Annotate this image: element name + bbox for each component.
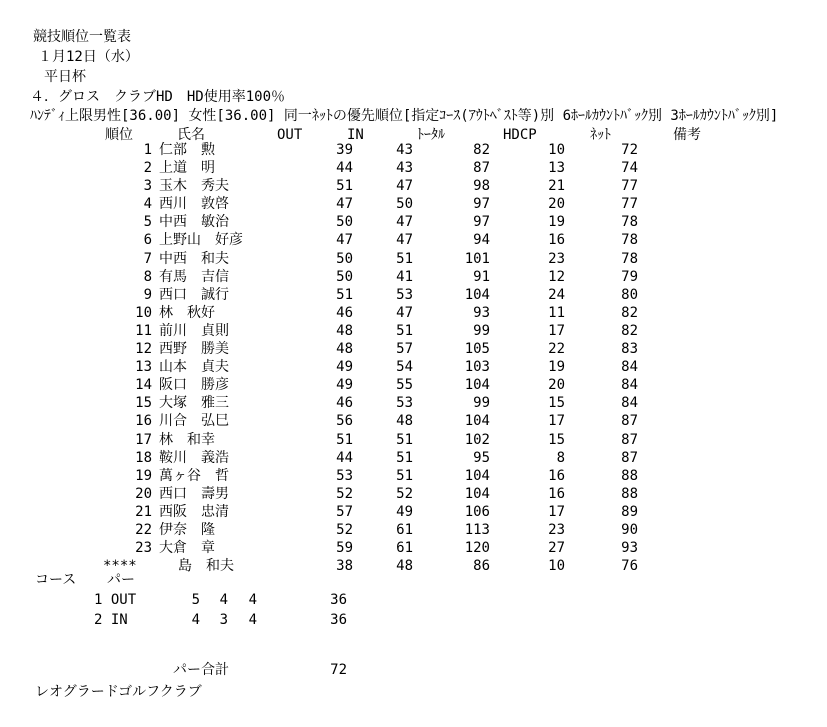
in-cell: 50 [396,196,413,213]
name-cell: 西野 勝美 [159,341,229,358]
par-cell: 4 [248,612,257,628]
out-cell: 44 [336,449,353,466]
net-cell: 87 [621,449,638,466]
hdcp-cell: 13 [548,160,565,177]
in-cell: 54 [396,359,413,376]
par-grand-total: 72 [330,662,347,678]
column-header-remarks: 備考 [673,127,701,143]
scoring-method: ４．グロス クラブHD HD使用率100％ [30,89,286,105]
rank-cell: 3 [143,178,152,195]
total-cell: 93 [473,304,490,321]
in-cell: 41 [396,268,413,285]
table-row [0,394,827,412]
column-header-name: 氏名 [177,127,205,143]
net-cell: 82 [621,304,638,321]
net-cell: 93 [621,540,638,557]
par-total-row [0,661,827,679]
ranking-table [0,141,827,557]
hdcp-cell: 16 [548,485,565,502]
in-cell: 49 [396,503,413,520]
table-row [0,412,827,430]
net-cell: 72 [621,142,638,158]
table-row [0,467,827,485]
total-cell: 120 [464,540,490,557]
par-cell: 4 [219,592,228,608]
total-cell: 95 [473,449,490,466]
table-row [0,376,827,394]
out-cell: 49 [336,359,353,376]
hdcp-cell: 23 [548,250,565,267]
report-date: １月12日（水） [38,49,139,65]
rank-cell: 16 [135,413,152,430]
name-cell: 上野山 好彦 [159,232,243,249]
rank-cell: 20 [135,485,152,502]
hdcp-cell: 27 [548,540,565,557]
in-cell: 51 [396,431,413,448]
name-cell: 中西 和夫 [159,250,229,267]
table-row [0,358,827,376]
net-cell: 78 [621,232,638,249]
out-cell: 44 [336,160,353,177]
total-cell: 104 [464,286,490,303]
club-name-footer: レオグラードゴルフクラブ [35,684,202,700]
rank-cell: 13 [135,359,152,376]
hdcp-cell: 19 [548,359,565,376]
name-cell: 島 和夫 [178,558,234,574]
total-cell: 113 [464,521,490,538]
net-cell: 80 [621,286,638,303]
name-cell: 西口 壽男 [159,485,229,502]
total-cell: 97 [473,214,490,231]
hdcp-cell: 19 [548,214,565,231]
hdcp-cell: 16 [548,467,565,484]
column-header-out: OUT [277,127,303,143]
column-header-in: IN [347,127,364,143]
column-header-total: ﾄｰﾀﾙ [417,127,445,143]
table-row [0,250,827,268]
rank-cell: 12 [135,341,152,358]
table-row [0,521,827,539]
name-cell: 大塚 雅三 [159,395,229,412]
out-cell: 53 [336,467,353,484]
net-cell: 78 [621,250,638,267]
par-total-label: パー合計 [173,662,229,678]
total-cell: 87 [473,160,490,177]
name-cell: 西川 敦啓 [159,196,229,213]
net-cell: 74 [621,160,638,177]
total-cell: 103 [464,359,490,376]
out-cell: 52 [336,485,353,502]
total-cell: 106 [464,503,490,520]
table-row [0,485,827,503]
rank-cell: 9 [143,286,152,303]
name-cell: 萬ヶ谷 哲 [159,467,229,484]
out-cell: 46 [336,395,353,412]
out-cell: 51 [336,431,353,448]
table-row [0,539,827,557]
net-cell: 84 [621,377,638,394]
net-cell: 84 [621,395,638,412]
out-cell: 50 [336,250,353,267]
name-cell: 川合 弘巳 [159,413,229,430]
rank-cell: 1 [143,142,152,158]
total-cell: 97 [473,196,490,213]
in-cell: 55 [396,377,413,394]
hdcp-cell: 15 [548,395,565,412]
in-cell: 51 [396,250,413,267]
hdcp-cell: 20 [548,377,565,394]
out-cell: 52 [336,521,353,538]
table-row [0,449,827,467]
out-cell: 50 [336,268,353,285]
table-row [0,231,827,249]
total-cell: 101 [464,250,490,267]
net-cell: 83 [621,341,638,358]
total-cell: 98 [473,178,490,195]
name-cell: 仁部 勲 [159,142,215,158]
table-row [0,304,827,322]
in-cell: 51 [396,449,413,466]
name-cell: 前川 貞則 [159,322,229,339]
in-cell: 51 [396,467,413,484]
out-cell: 56 [336,413,353,430]
rank-cell: 23 [135,540,152,557]
name-cell: 西口 誠行 [159,286,229,303]
in-cell: 48 [396,558,413,574]
rank-cell: 17 [135,431,152,448]
table-row [0,268,827,286]
in-cell: 51 [396,322,413,339]
page-title: 競技順位一覧表 [33,29,131,45]
column-header-net: ﾈｯﾄ [590,127,611,143]
net-cell: 78 [621,214,638,231]
rank-cell: 19 [135,467,152,484]
name-cell: 大倉 章 [159,540,215,557]
rank-cell: 7 [143,250,152,267]
hdcp-cell: 24 [548,286,565,303]
in-cell: 47 [396,178,413,195]
hdcp-cell: 12 [548,268,565,285]
out-cell: 49 [336,377,353,394]
name-cell: 上道 明 [159,160,215,177]
event-name: 平日杯 [44,69,86,85]
in-cell: 53 [396,286,413,303]
hdcp-cell: 17 [548,503,565,520]
out-cell: 46 [336,304,353,321]
in-cell: 52 [396,485,413,502]
out-cell: 51 [336,178,353,195]
in-cell: 43 [396,160,413,177]
net-cell: 88 [621,467,638,484]
column-header-rank: 順位 [105,127,133,143]
hdcp-cell: 23 [548,521,565,538]
rank-cell: 15 [135,395,152,412]
total-cell: 104 [464,485,490,502]
out-cell: 38 [336,558,353,574]
in-cell: 61 [396,540,413,557]
name-cell: 中西 敏治 [159,214,229,231]
in-cell: 47 [396,232,413,249]
hdcp-cell: 11 [548,304,565,321]
total-cell: 94 [473,232,490,249]
column-header-hdcp: HDCP [503,127,537,143]
par-cell: 4 [191,612,200,628]
name-cell: 鞍川 義浩 [159,449,229,466]
table-row [0,213,827,231]
table-row [0,431,827,449]
out-cell: 57 [336,503,353,520]
in-cell: 48 [396,413,413,430]
in-cell: 61 [396,521,413,538]
rank-cell: 11 [135,322,152,339]
total-cell: 104 [464,377,490,394]
total-cell: 99 [473,322,490,339]
out-cell: 39 [336,142,353,158]
out-cell: 48 [336,341,353,358]
name-cell: 玉木 秀夫 [159,178,229,195]
handicap-note: ﾊﾝﾃﾞｨ上限男性[36.00] 女性[36.00] 同一ﾈｯﾄの優先順位[指定ｺｰｽ(ｱｳﾄﾍﾞｽﾄ等)別 6ﾎｰﾙｶｳﾝﾄﾊﾞｯｸ別 3ﾎｰﾙｶｳﾝﾄﾊﾞｯｸ別] [30,108,779,124]
net-cell: 77 [621,178,638,195]
out-cell: 47 [336,196,353,213]
par-cell: 4 [248,592,257,608]
course-row-in [0,611,827,629]
course-row-out [0,591,827,609]
hdcp-cell: 15 [548,431,565,448]
total-cell: 104 [464,467,490,484]
name-cell: 林 秋好 [159,304,215,321]
rank-cell: 4 [143,196,152,213]
rank-cell: 22 [135,521,152,538]
par-cell: 3 [219,612,228,628]
in-cell: 53 [396,395,413,412]
rank-cell: 5 [143,214,152,231]
in-cell: 47 [396,304,413,321]
guest-rank-marker: **** [103,558,137,574]
hdcp-cell: 17 [548,322,565,339]
net-cell: 77 [621,196,638,213]
table-row [0,141,827,159]
hdcp-cell: 17 [548,413,565,430]
table-row [0,286,827,304]
par-label: パー [107,572,135,588]
out-cell: 50 [336,214,353,231]
hdcp-cell: 20 [548,196,565,213]
par-total-cell: 36 [330,592,347,608]
hdcp-cell: 22 [548,341,565,358]
name-cell: 林 和幸 [159,431,215,448]
course-row-label: 2 IN [94,612,128,628]
table-row [0,195,827,213]
in-cell: 47 [396,214,413,231]
total-cell: 104 [464,413,490,430]
net-cell: 82 [621,322,638,339]
table-row [0,340,827,358]
out-cell: 51 [336,286,353,303]
course-row-label: 1 OUT [94,592,137,608]
hdcp-cell: 8 [556,449,565,466]
rank-cell: 21 [135,503,152,520]
net-cell: 87 [621,431,638,448]
rank-cell: 18 [135,449,152,466]
rank-cell: 8 [143,268,152,285]
out-cell: 59 [336,540,353,557]
rank-cell: 6 [143,232,152,249]
name-cell: 阪口 勝彦 [159,377,229,394]
net-cell: 84 [621,359,638,376]
table-row [0,503,827,521]
out-cell: 48 [336,322,353,339]
total-cell: 102 [464,431,490,448]
name-cell: 伊奈 隆 [159,521,215,538]
total-cell: 86 [473,558,490,574]
par-cell: 5 [191,592,200,608]
table-row [0,177,827,195]
total-cell: 99 [473,395,490,412]
hdcp-cell: 16 [548,232,565,249]
par-total-cell: 36 [330,612,347,628]
total-cell: 91 [473,268,490,285]
name-cell: 西阪 忠清 [159,503,229,520]
net-cell: 79 [621,268,638,285]
out-cell: 47 [336,232,353,249]
name-cell: 山本 貞夫 [159,359,229,376]
table-row [0,322,827,340]
in-cell: 43 [396,142,413,158]
total-cell: 82 [473,142,490,158]
net-cell: 89 [621,503,638,520]
course-label: コース [35,572,77,588]
hdcp-cell: 10 [548,142,565,158]
net-cell: 76 [621,558,638,574]
hdcp-cell: 10 [548,558,565,574]
table-row [0,159,827,177]
name-cell: 有馬 吉信 [159,268,229,285]
net-cell: 90 [621,521,638,538]
rank-cell: 10 [135,304,152,321]
rank-cell: 14 [135,377,152,394]
hdcp-cell: 21 [548,178,565,195]
total-cell: 105 [464,341,490,358]
rank-cell: 2 [143,160,152,177]
net-cell: 87 [621,413,638,430]
in-cell: 57 [396,341,413,358]
net-cell: 88 [621,485,638,502]
